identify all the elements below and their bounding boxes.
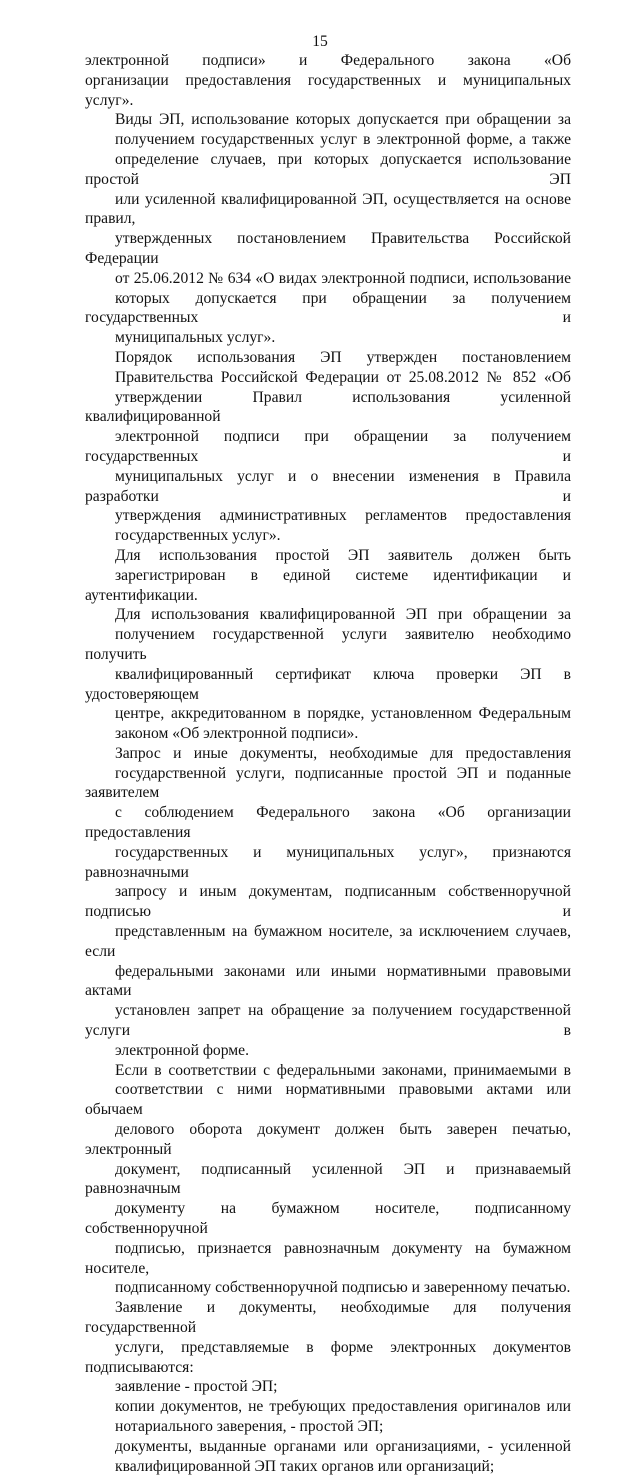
paragraph xyxy=(85,1377,571,1397)
text-line: заявление - простой ЭП; xyxy=(115,1378,278,1396)
paragraph xyxy=(85,744,571,1061)
text-line: муниципальных услуг и о внесении изменения в Правила разработки и xyxy=(85,467,571,505)
text-line: электронной подписи при обращении за получением государственных и xyxy=(85,428,571,465)
text-line: получением государственной услуги заявителю необходимо получить xyxy=(85,626,571,663)
text-line: запросу и иным документам, подписанным собственноручной подписью и xyxy=(85,883,571,921)
paragraph xyxy=(85,110,571,348)
text-line: муниципальных услуг». xyxy=(115,329,276,347)
text-line: нотариального заверения, - простой ЭП; xyxy=(115,1417,384,1435)
paragraph xyxy=(85,51,571,110)
text-line: Если в соответствии с федеральными законами, принимаемыми в xyxy=(115,1061,571,1079)
text-line: представленным на бумажном носителе, за исключением случаев, если xyxy=(85,923,571,960)
text-line: документ, подписанный усиленной ЭП и признаваемый равнозначным xyxy=(85,1160,571,1198)
text-line: Для использования квалифицированной ЭП при обращении за xyxy=(115,606,571,624)
text-line: или усиленной квалифицированной ЭП, осуществляется на основе правил, xyxy=(85,190,571,228)
text-line: получением государственных услуг в электронной форме, а также xyxy=(115,131,571,149)
paragraph xyxy=(85,1437,571,1476)
text-line: Заявление и документы, необходимые для получения государственной xyxy=(85,1299,571,1336)
text-line: законом «Об электронной подписи». xyxy=(115,725,359,743)
text-line: документы, выданные органами или организациями, - усиленной xyxy=(115,1437,571,1455)
text-line: с соблюдением Федерального закона «Об организации предоставления xyxy=(85,804,571,842)
text-line: подписью, признается равнозначным документу на бумажном носителе, xyxy=(85,1239,571,1277)
paragraph xyxy=(85,1397,571,1437)
text-line: Виды ЭП, использование которых допускается при обращении за xyxy=(115,111,571,129)
paragraph xyxy=(85,546,571,605)
paragraph xyxy=(85,348,571,546)
text-line: Порядок использования ЭП утвержден постановлением xyxy=(115,348,571,366)
paragraph xyxy=(85,1298,571,1377)
text-line: документу на бумажном носителе, подписанному собственноручной xyxy=(85,1200,571,1238)
page-number: 15 xyxy=(312,33,328,50)
text-line: услуги, представляемые в форме электронных документов подписываются: xyxy=(85,1338,571,1376)
paragraph xyxy=(85,605,571,744)
text-line: государственной услуги, подписанные простой ЭП и поданные заявителем xyxy=(85,764,571,802)
text-line: утверждении Правил использования усиленной квалифицированной xyxy=(85,388,571,426)
text-line: подписанному собственноручной подписью и заверенному печатью. xyxy=(115,1279,571,1297)
text-line: соответствии с ними нормативными правовыми актами или обычаем xyxy=(85,1081,571,1119)
text-line: от 25.06.2012 № 634 «О видах электронной подписи, использование xyxy=(115,269,571,287)
text-line: государственных услуг». xyxy=(115,527,281,545)
text-line: электронной подписи» и Федерального закона «Об xyxy=(85,52,571,69)
text-line: утвержденных постановлением Правительства Российской Федерации xyxy=(85,230,571,267)
text-line: квалифицированный сертификат ключа проверки ЭП в удостоверяющем xyxy=(85,665,571,703)
document-body xyxy=(85,51,571,1476)
text-line: определение случаев, при которых допускается использование простой ЭП xyxy=(85,150,571,188)
text-line: организации предоставления государственных и муниципальных услуг». xyxy=(85,71,571,109)
text-line: копии документов, не требующих предоставления оригиналов или xyxy=(115,1398,571,1416)
text-line: которых допускается при обращении за получением государственных и xyxy=(85,289,571,327)
text-line: государственных и муниципальных услуг», признаются равнозначными xyxy=(85,843,571,881)
text-line: квалифицированной ЭП таких органов или организаций; xyxy=(115,1457,495,1475)
text-line: Запрос и иные документы, необходимые для предоставления xyxy=(115,744,571,762)
paragraph xyxy=(85,1061,571,1299)
text-line: установлен запрет на обращение за получением государственной услуги в xyxy=(85,1002,571,1040)
text-line: центре, аккредитованном в порядке, установленном Федеральным xyxy=(115,705,571,723)
text-line: электронной форме. xyxy=(115,1041,249,1059)
text-line: утверждения административных регламентов предоставления xyxy=(115,507,571,525)
text-line: зарегистрирован в единой системе идентификации и аутентификации. xyxy=(85,566,571,604)
text-line: Правительства Российской Федерации от 25.08.2012 № 852 «Об xyxy=(115,368,571,386)
text-line: Для использования простой ЭП заявитель должен быть xyxy=(115,546,571,564)
text-line: федеральными законами или иными нормативными правовыми актами xyxy=(85,962,571,1000)
text-line: делового оборота документ должен быть заверен печатью, электронный xyxy=(85,1121,571,1158)
